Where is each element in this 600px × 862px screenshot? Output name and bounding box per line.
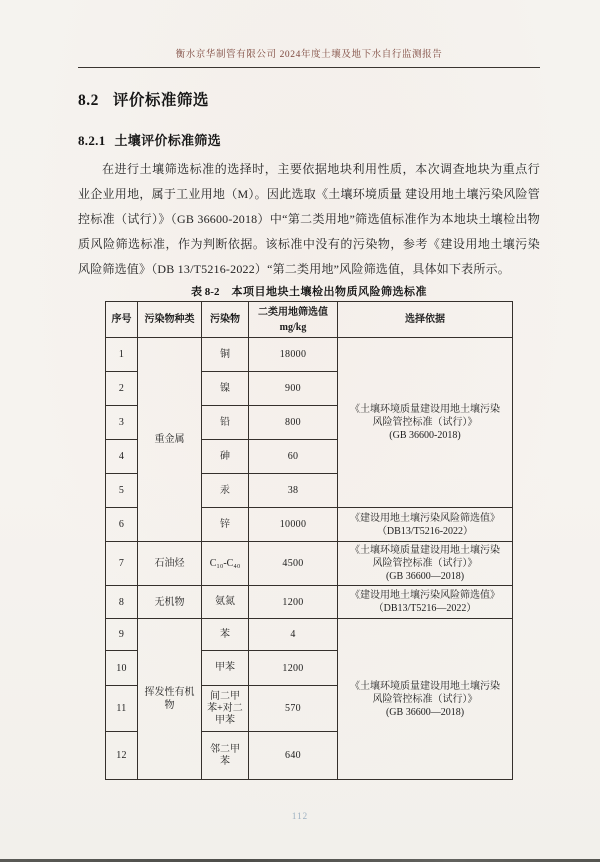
cell-no: 5	[106, 474, 138, 508]
section-title: 评价标准筛选	[112, 92, 209, 109]
cell-no: 9	[106, 619, 138, 651]
cell-pollutant: 砷	[202, 440, 249, 474]
cell-pollutant: 间二甲 苯+对二 甲苯	[202, 686, 249, 732]
cell-value: 4500	[249, 542, 338, 586]
report-title: 衡水京华制管有限公司 2024年度土壤及地下水自行监测报告	[175, 50, 443, 60]
page-footer	[0, 806, 600, 824]
cell-pollutant: 汞	[202, 474, 249, 508]
cell-pollutant: 镍	[202, 372, 249, 406]
col-header-category: 污染物种类	[138, 302, 202, 338]
cell-value: 1200	[249, 586, 338, 619]
table-row	[106, 619, 513, 651]
cell-value: 570	[249, 686, 338, 732]
subsection-number: 8.2.1	[78, 133, 106, 148]
cell-no: 12	[106, 732, 138, 780]
cell-basis-gb36600-trial: 《土壤环境质量建设用地土壤污染 风险管控标准（试行）》 (GB 36600—2018)	[338, 542, 513, 586]
cell-basis-gb36600-trial: 《土壤环境质量建设用地土壤污染 风险管控标准（试行）》 (GB 36600-2018)	[338, 338, 513, 508]
cell-no: 1	[106, 338, 138, 372]
page-number: 112	[291, 811, 309, 821]
cell-value: 640	[249, 732, 338, 780]
cell-basis-db5216: 《建设用地土壤污染风险筛选值》 （DB13/T5216—2022）	[338, 586, 513, 619]
cell-no: 10	[106, 651, 138, 686]
cell-pollutant: C₁₀-C₄₀	[202, 542, 249, 586]
unit-label: mg/kg	[279, 321, 307, 333]
col-header-no: 序号	[106, 302, 138, 338]
subsection-title: 土壤评价标准筛选	[114, 133, 221, 148]
subsection-heading	[78, 132, 540, 149]
cell-no: 11	[106, 686, 138, 732]
section-heading	[78, 91, 540, 111]
cell-pollutant: 铅	[202, 406, 249, 440]
cell-no: 2	[106, 372, 138, 406]
cell-value: 1200	[249, 651, 338, 686]
cell-pollutant: 苯	[202, 619, 249, 651]
cell-pollutant: 邻二甲 苯	[202, 732, 249, 780]
cell-pollutant: 甲苯	[202, 651, 249, 686]
cell-value: 18000	[249, 338, 338, 372]
cell-value: 800	[249, 406, 338, 440]
screening-standards-table	[105, 301, 513, 780]
cell-no: 7	[106, 542, 138, 586]
page-header	[78, 49, 540, 68]
table-caption-title: 本项目地块土壤检出物质风险筛选标准	[231, 286, 427, 298]
body-paragraph: 在进行土壤筛选标准的选择时，主要依据地块利用性质，本次调查地块为重点行业企业用地，属于工业用地（M）。因此选取《土壤环境质量 建设用地土壤污染风险管控标准（试行）》（GB 36600-2018）中“第二类用地”筛选值标准作为本地块土壤检出物质风险筛选标准，作为判断依据。该标准中没有的污染物，参考《建设用地土壤污染风险筛选值》（DB 13/T5216-2022）“第二类用地”风险筛选值，具体如下表所示。	[78, 162, 540, 276]
col-header-value: 二类用地筛选值 mg/kg	[249, 302, 338, 338]
cell-basis-gb36600-trial: 《土壤环境质量建设用地土壤污染 风险管控标准（试行）》 (GB 36600—2018)	[338, 619, 513, 780]
table-header-row	[106, 302, 513, 338]
col-header-pollutant: 污染物	[202, 302, 249, 338]
cell-pollutant: 锌	[202, 508, 249, 542]
cell-value: 38	[249, 474, 338, 508]
table-row	[106, 338, 513, 372]
cell-value: 4	[249, 619, 338, 651]
cell-pollutant: 氨氮	[202, 586, 249, 619]
cell-category-voc: 挥发性有机 物	[138, 619, 202, 780]
cell-category-heavy-metals: 重金属	[138, 338, 202, 542]
section-number: 8.2	[78, 92, 99, 109]
cell-value: 10000	[249, 508, 338, 542]
cell-no: 6	[106, 508, 138, 542]
table-caption	[78, 285, 540, 299]
cell-no: 8	[106, 586, 138, 619]
cell-no: 4	[106, 440, 138, 474]
cell-category-inorganic: 无机物	[138, 586, 202, 619]
cell-no: 3	[106, 406, 138, 440]
table-caption-label: 表 8-2	[191, 286, 220, 298]
table-row	[106, 586, 513, 619]
cell-category-petroleum: 石油烃	[138, 542, 202, 586]
cell-value: 900	[249, 372, 338, 406]
col-header-basis: 选择依据	[338, 302, 513, 338]
cell-value: 60	[249, 440, 338, 474]
table-row	[106, 542, 513, 586]
cell-pollutant: 铜	[202, 338, 249, 372]
cell-basis-db5216: 《建设用地土壤污染风险筛选值》 （DB13/T5216-2022）	[338, 508, 513, 542]
